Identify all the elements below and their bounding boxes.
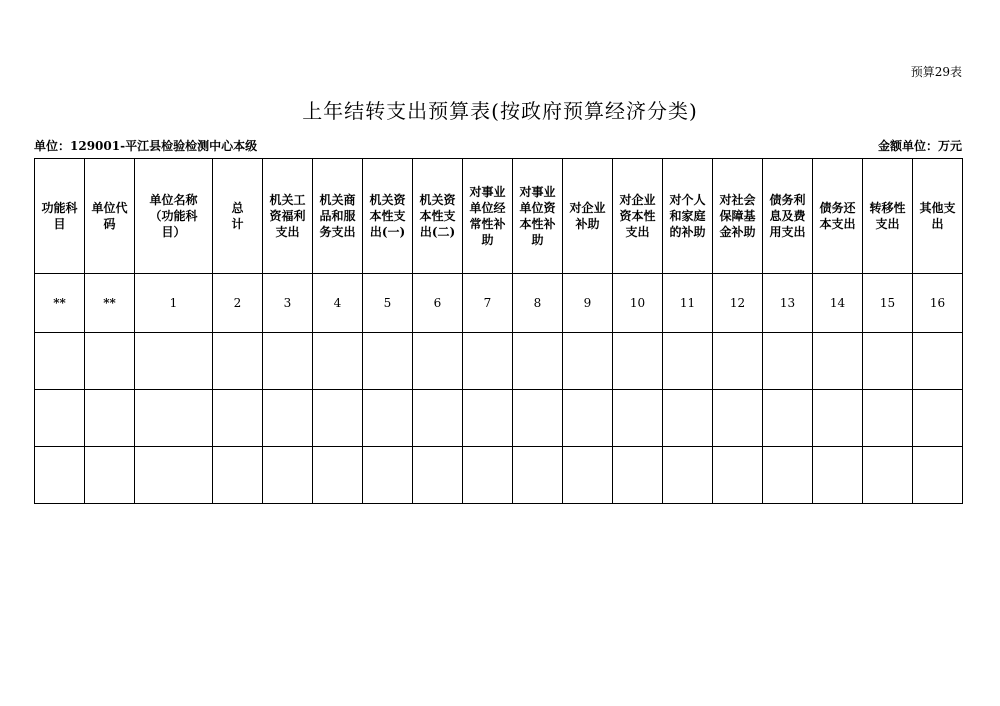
empty-cell xyxy=(213,390,263,447)
empty-cell xyxy=(713,447,763,504)
empty-cell xyxy=(363,447,413,504)
empty-cell xyxy=(713,333,763,390)
header-cell: 对个人 和家庭 的补助 xyxy=(663,159,713,274)
index-cell: 14 xyxy=(813,274,863,333)
header-cell: 其他支 出 xyxy=(913,159,963,274)
empty-cell xyxy=(35,333,85,390)
empty-cell xyxy=(563,447,613,504)
empty-cell xyxy=(813,390,863,447)
empty-cell xyxy=(463,447,513,504)
money-unit-label: 金额单位：万元 xyxy=(877,139,962,153)
empty-cell xyxy=(663,333,713,390)
empty-cell xyxy=(363,390,413,447)
empty-cell xyxy=(85,447,135,504)
empty-cell xyxy=(913,390,963,447)
header-cell: 对企业 补助 xyxy=(563,159,613,274)
empty-cell xyxy=(263,447,313,504)
empty-cell xyxy=(613,333,663,390)
header-cell: 总 计 xyxy=(213,159,263,274)
header-cell: 机关工 资福利 支出 xyxy=(263,159,313,274)
header-cell: 单位代 码 xyxy=(85,159,135,274)
empty-cell xyxy=(913,333,963,390)
index-cell: 1 xyxy=(135,274,213,333)
index-cell: ** xyxy=(85,274,135,333)
header-cell: 机关商 品和服 务支出 xyxy=(313,159,363,274)
empty-cell xyxy=(713,390,763,447)
empty-cell xyxy=(413,447,463,504)
empty-cell xyxy=(135,390,213,447)
empty-cell xyxy=(135,333,213,390)
empty-cell xyxy=(863,390,913,447)
unit-label: 单位：129001-平江县检验检测中心本级 xyxy=(34,139,258,153)
index-cell: 4 xyxy=(313,274,363,333)
empty-cell xyxy=(513,447,563,504)
index-cell: 3 xyxy=(263,274,313,333)
index-cell: 12 xyxy=(713,274,763,333)
index-cell: 16 xyxy=(913,274,963,333)
empty-cell xyxy=(763,333,813,390)
empty-cell xyxy=(213,447,263,504)
empty-cell xyxy=(263,333,313,390)
empty-cell xyxy=(763,447,813,504)
header-cell: 单位名称 （功能科 目） xyxy=(135,159,213,274)
empty-cell xyxy=(613,447,663,504)
empty-cell xyxy=(35,390,85,447)
index-cell: 13 xyxy=(763,274,813,333)
header-cell: 转移性 支出 xyxy=(863,159,913,274)
empty-cell xyxy=(813,447,863,504)
index-cell: 9 xyxy=(563,274,613,333)
empty-cell xyxy=(513,333,563,390)
empty-cell xyxy=(763,390,813,447)
empty-cell xyxy=(313,390,363,447)
header-cell: 机关资 本性支 出(二) xyxy=(413,159,463,274)
empty-cell xyxy=(663,447,713,504)
empty-cell xyxy=(863,333,913,390)
index-cell: 5 xyxy=(363,274,413,333)
empty-cell xyxy=(913,447,963,504)
header-cell: 对企业 资本性 支出 xyxy=(613,159,663,274)
table-row xyxy=(35,390,963,447)
index-row xyxy=(35,274,963,333)
header-cell: 机关资 本性支 出(一) xyxy=(363,159,413,274)
empty-cell xyxy=(863,447,913,504)
page-title: 上年结转支出预算表(按政府预算经济分类) xyxy=(302,99,698,123)
empty-cell xyxy=(563,390,613,447)
empty-cell xyxy=(813,333,863,390)
header-cell: 功能科 目 xyxy=(35,159,85,274)
empty-cell xyxy=(413,390,463,447)
empty-cell xyxy=(213,333,263,390)
empty-cell xyxy=(135,447,213,504)
empty-cell xyxy=(563,333,613,390)
empty-cell xyxy=(263,390,313,447)
index-cell: 7 xyxy=(463,274,513,333)
header-cell: 对社会 保障基 金补助 xyxy=(713,159,763,274)
index-cell: 6 xyxy=(413,274,463,333)
empty-cell xyxy=(363,333,413,390)
table-row xyxy=(35,333,963,390)
empty-cell xyxy=(85,390,135,447)
table-row xyxy=(35,447,963,504)
empty-cell xyxy=(35,447,85,504)
empty-cell xyxy=(463,333,513,390)
index-cell: ** xyxy=(35,274,85,333)
header-cell: 债务利 息及费 用支出 xyxy=(763,159,813,274)
empty-cell xyxy=(313,333,363,390)
empty-cell xyxy=(413,333,463,390)
empty-cell xyxy=(613,390,663,447)
index-cell: 2 xyxy=(213,274,263,333)
empty-cell xyxy=(663,390,713,447)
header-cell: 对事业 单位经 常性补 助 xyxy=(463,159,513,274)
header-cell: 对事业 单位资 本性补 助 xyxy=(513,159,563,274)
empty-cell xyxy=(85,333,135,390)
budget-table xyxy=(34,158,963,504)
table-number: 预算29表 xyxy=(910,65,962,79)
index-cell: 8 xyxy=(513,274,563,333)
header-row xyxy=(35,159,963,274)
index-cell: 15 xyxy=(863,274,913,333)
empty-cell xyxy=(313,447,363,504)
empty-cell xyxy=(513,390,563,447)
index-cell: 10 xyxy=(613,274,663,333)
empty-cell xyxy=(463,390,513,447)
index-cell: 11 xyxy=(663,274,713,333)
header-cell: 债务还 本支出 xyxy=(813,159,863,274)
